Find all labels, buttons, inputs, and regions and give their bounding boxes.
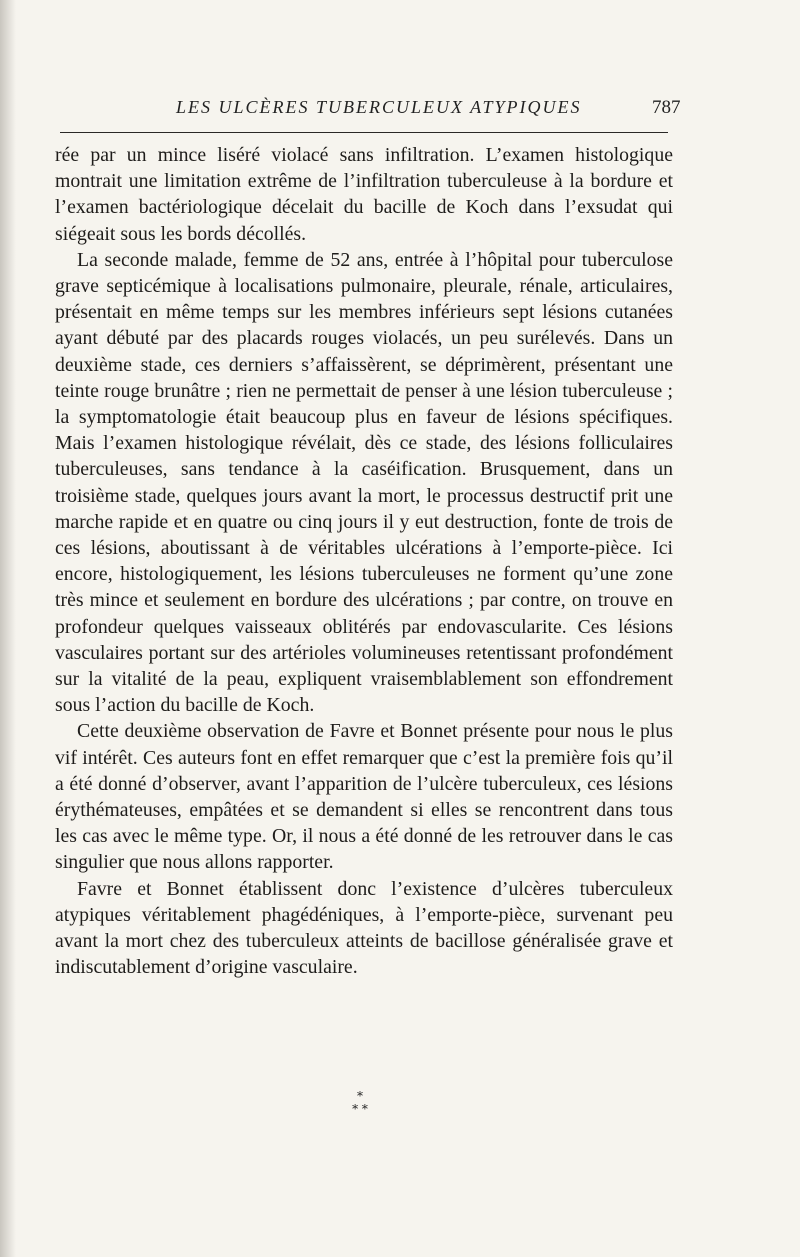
- asterism-top: *: [357, 1089, 363, 1103]
- binding-shadow: [0, 0, 16, 1257]
- page-number: 787: [652, 97, 681, 118]
- paragraph-conclusion: Favre et Bonnet établissent donc l’existence d’ulcères tuberculeux atypiques véritablement phagédéniques, à l’emporte-pièce, survenant peu avant la mort chez des tuberculeux atteints de bacillose généralisée grave et indiscutablement d’origine vasculaire.: [55, 877, 673, 979]
- header-rule: [60, 132, 668, 133]
- body-text: [55, 142, 673, 981]
- asterism-bottom: * *: [352, 1102, 368, 1116]
- paragraph-observation: Cette deuxième observation de Favre et Bonnet présente pour nous le plus vif intérêt. Ces auteurs font en effet remarquer que c’est la première fois qu’il a été donné d’observer, avant l’apparition de l’ulcère tuberculeux, ces lésions érythémateuses, empâtées et se demandent si elles se rencontrent dans tous les cas avec le même type. Or, il nous a été donné de les retrouver dans le cas singulier que nous allons rapporter.: [55, 720, 673, 874]
- section-asterism: [330, 1090, 390, 1116]
- paragraph-continuation: rée par un mince liséré violacé sans infiltration. L’examen histologique montrait une limitation extrême de l’infiltration tuberculeuse à la bordure et l’examen bactériologique décelait du bacille de Koch dans l’exsudat qui siégeait sous les bords décollés.: [55, 144, 673, 245]
- running-title: LES ULCÈRES TUBERCULEUX ATYPIQUES: [176, 97, 582, 117]
- paragraph-second-patient: La seconde malade, femme de 52 ans, entrée à l’hôpital pour tuberculose grave septicémique à localisations pulmonaire, pleurale, rénale, articulaires, présentait en même temps sur les membres inférieurs sept lésions cutanées ayant débuté par des placards rouges violacés, un peu surélevés. Dans un deuxième stade, ces derniers s’affaissèrent, se déprimèrent, présentant une teinte rouge brunâtre ; rien ne permettait de penser à une lésion tuberculeuse ; la symptomatologie était beaucoup plus en faveur de lésions spécifiques. Mais l’examen histologique révélait, dès ce stade, des lésions folliculaires tuberculeuses, sans tendance à la caséification. Brusquement, dans un troisième stade, quelques jours avant la mort, le processus destructif prit une marche rapide et en quatre ou cinq jours il y eut destruction, fonte de trois de ces lésions, aboutissant à de véritables ulcérations à l’emporte-pièce. Ici encore, histologiquement, les lésions tuberculeuses ne forment qu’une zone très mince et seulement en bordure des ulcérations ; par contre, on trouve en profondeur quelques vaisseaux oblitérés par endovascularite. Ces lésions vasculaires portant sur des artérioles volumineuses retentissant profondément sur la vitalité de la peau, expliquent vraisemblablement son effondrement sous l’action du bacille de Koch.: [55, 248, 673, 717]
